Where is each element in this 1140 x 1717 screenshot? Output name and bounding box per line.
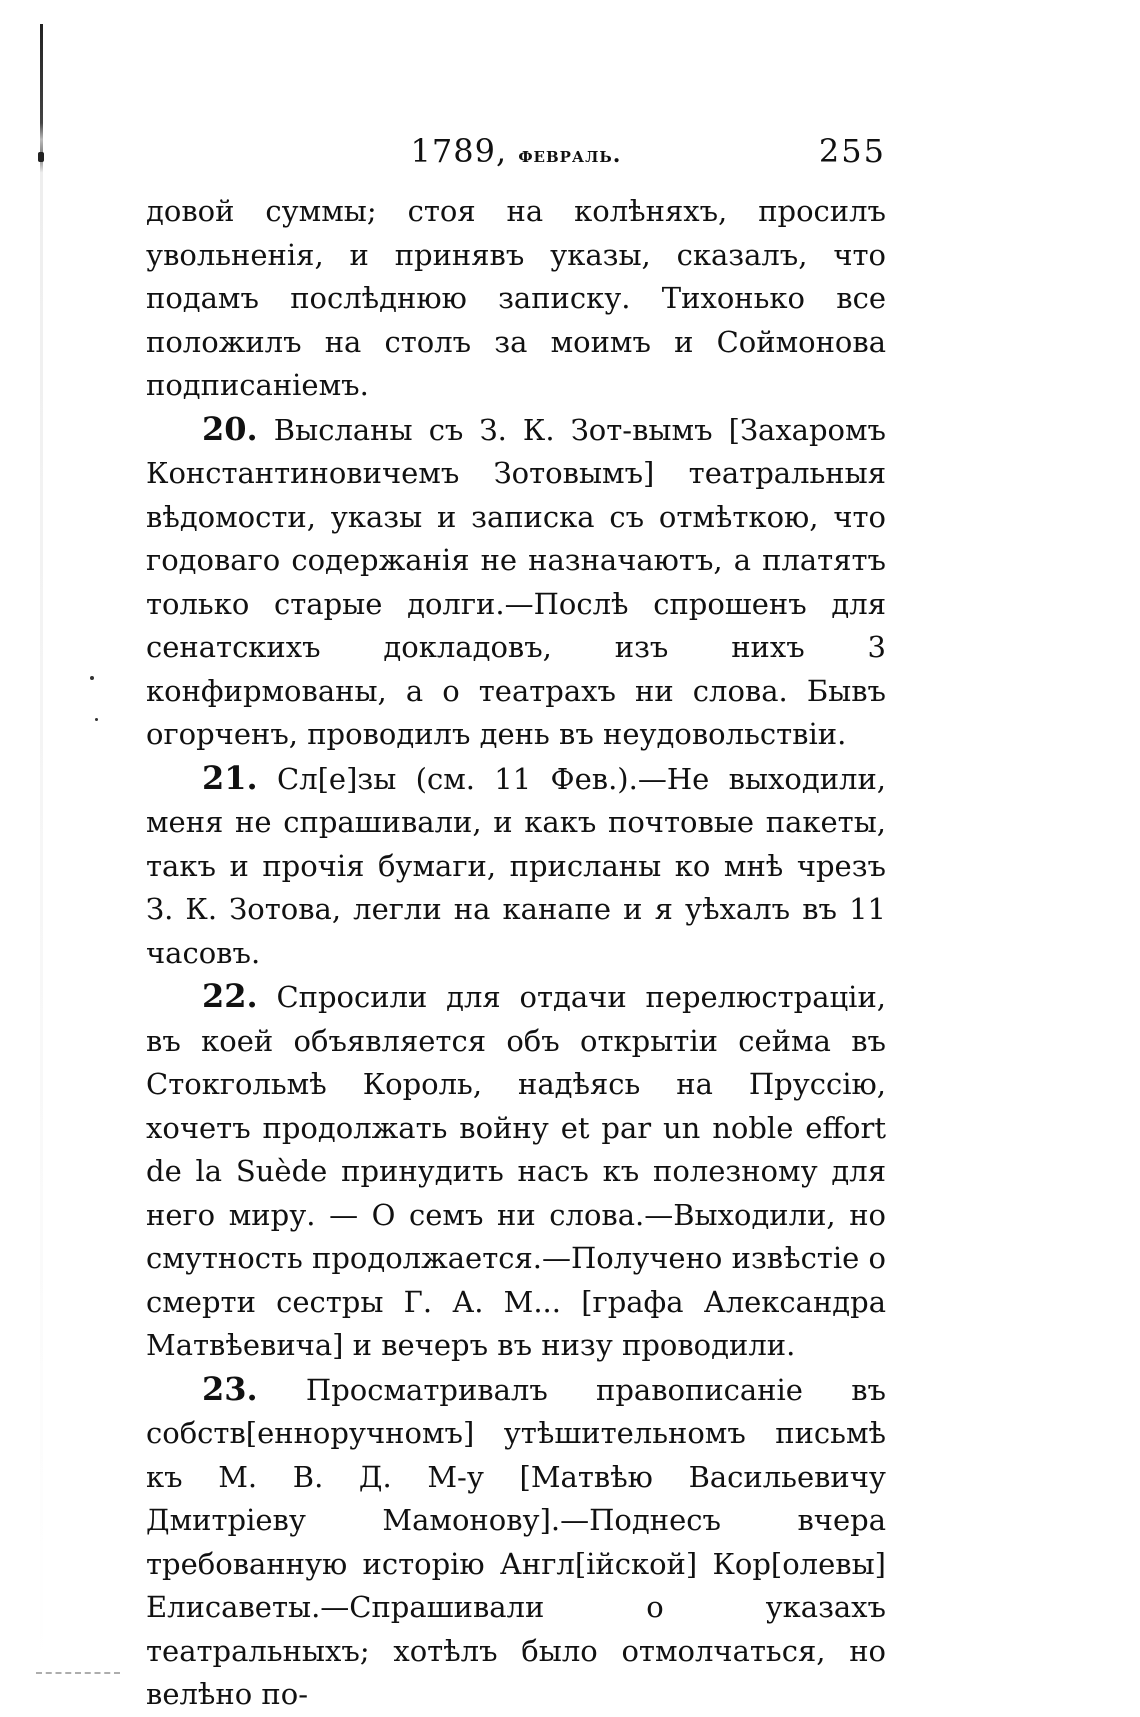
entry-text: Спросили для отдачи перелюстраціи, въ коей объявляется объ открытіи сейма въ Стокгольмѣ Король, надѣясь на Пруссію, хочетъ продолжать войну et par un noble effort de la Suède принудить насъ къ полезному для него миру. — О семъ ни слова.—Выходили, но смутность продолжается.—Получено извѣстіе о смерти сестры Г. А. М... [графа Александра Матвѣевича] и вечеръ въ низу проводили. [146,980,886,1362]
scan-edge-mark [38,152,44,162]
running-head [146,120,886,190]
diary-entry-23 [146,1368,886,1717]
entry-text: Высланы съ З. К. Зот-вымъ [Захаромъ Константиновичемъ Зотовымъ] театральныя вѣдомости, указы и записка съ отмѣткою, что годоваго содержанія не назначаютъ, а платятъ только старые долги.—Послѣ спрошенъ для сенатскихъ докладовъ, изъ нихъ 3 конфирмованы, а о театрахъ ни слова. Бывъ огорченъ, проводилъ день въ неудовольствіи. [146,412,886,751]
book-page [146,120,886,1717]
scan-speck [90,676,94,680]
entry-text: Просматривалъ правописаніе въ собств[енноручномъ] утѣшительномъ письмѣ къ М. В. Д. М-у [Матвѣю Васильевичу Дмитріеву Мамонову].—Поднесъ вчера требованную исторію Англ[ійской] Кор[олевы] Елисаветы.—Спрашивали о указахъ театральныхъ; хотѣлъ было отмолчаться, но велѣно по- [146,1372,886,1711]
running-title [146,132,886,170]
diary-entry-21 [146,757,886,976]
header-year: 1789, [410,132,508,170]
diary-entry-20 [146,408,886,757]
scan-speck [95,718,98,721]
header-month: февраль. [518,142,622,168]
entry-date: 21. [202,758,258,797]
entry-text: Сл[е]зы (см. 11 Фев.).—Не выходили, меня не спрашивали, и какъ почтовые пакеты, такъ и прочія бумаги, присланы ко мнѣ чрезъ З. К. Зотова, легли на канапе и я уѣхалъ въ 11 часовъ. [146,761,886,970]
paragraph-continuation [146,190,886,408]
entry-date: 23. [202,1369,258,1408]
diary-entry-22 [146,975,886,1368]
page-number: 255 [818,132,886,170]
paragraph-text: довой суммы; стоя на колѣняхъ, просилъ увольненія, и принявъ указы, сказалъ, что подамъ послѣднюю записку. Тихонько все положилъ на столъ за моимъ и Соймонова подписаніемъ. [146,194,886,402]
entry-date: 22. [202,977,258,1015]
scan-edge [40,24,43,1674]
body-text [146,190,886,1717]
entry-date: 20. [202,409,258,448]
scan-footer-mark [36,1672,120,1676]
